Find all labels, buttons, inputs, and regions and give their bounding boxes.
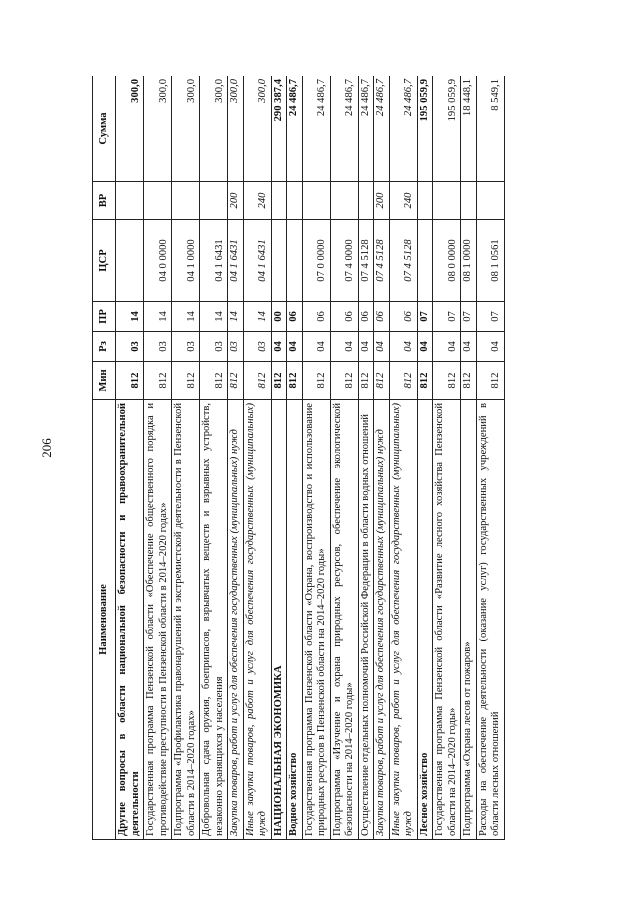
cell-min: 812: [144, 362, 172, 400]
cell-name: Расходы на обеспечение деятельности (оказание услуг) государственных учреждений в области лесных отношений: [476, 400, 504, 840]
cell-pr: 14: [144, 302, 172, 332]
table-row: [476, 76, 504, 840]
cell-vr: [144, 182, 172, 220]
cell-name: Водное хозяйство: [287, 400, 303, 840]
cell-vr: [200, 182, 228, 220]
cell-pr: 07: [461, 302, 477, 332]
cell-name: Добровольная сдача оружия, боеприпасов, взрывчатых веществ и взрывных устройств, незаконно хранящихся у населения: [200, 400, 228, 840]
table-row: [302, 76, 330, 840]
cell-min: 812: [228, 362, 244, 400]
cell-pr: 14: [200, 302, 228, 332]
cell-sum: 300,0: [200, 76, 228, 182]
table-row: [200, 76, 228, 840]
table-row: [461, 76, 477, 840]
cell-csr: [271, 220, 287, 302]
cell-min: 812: [287, 362, 303, 400]
cell-rz: 04: [287, 332, 303, 362]
cell-vr: [476, 182, 504, 220]
cell-csr: 07 0 0000: [302, 220, 330, 302]
cell-min: 812: [243, 362, 271, 400]
cell-sum: 195 059,9: [433, 76, 461, 182]
cell-csr: [417, 220, 433, 302]
cell-csr: 04 1 0000: [172, 220, 200, 302]
cell-rz: 04: [358, 332, 374, 362]
table-row: [287, 76, 303, 840]
cell-vr: 200: [228, 182, 244, 220]
cell-rz: 03: [144, 332, 172, 362]
cell-name: Государственная программа Пензенской области «Охрана, воспроизводство и использование природных ресурсов в Пензенской области на 2014–2020 годы»: [302, 400, 330, 840]
cell-rz: 04: [476, 332, 504, 362]
table-row: [228, 76, 244, 840]
cell-name: Закупка товаров, работ и услуг для обеспечения государственных (муниципальных) нужд: [374, 400, 390, 840]
cell-csr: 08 1 0561: [476, 220, 504, 302]
column-rz-header: Рз: [93, 332, 116, 362]
cell-sum: 300,0: [172, 76, 200, 182]
cell-pr: 06: [389, 302, 417, 332]
cell-min: 812: [389, 362, 417, 400]
cell-sum: 195 059,9: [417, 76, 433, 182]
cell-vr: [302, 182, 330, 220]
cell-vr: [271, 182, 287, 220]
cell-min: 812: [271, 362, 287, 400]
cell-min: 812: [330, 362, 358, 400]
cell-pr: 06: [287, 302, 303, 332]
cell-sum: 24 486,7: [302, 76, 330, 182]
cell-rz: 04: [417, 332, 433, 362]
cell-min: 812: [417, 362, 433, 400]
cell-pr: 14: [172, 302, 200, 332]
cell-pr: 14: [228, 302, 244, 332]
cell-name: Иные закупки товаров, работ и услуг для обеспечения государственных (муниципальных) нужд: [243, 400, 271, 840]
cell-sum: 8 549,1: [476, 76, 504, 182]
table-header-row: [93, 76, 116, 840]
cell-name: Другие вопросы в области национальной безопасности и правоохранительной деятельности: [116, 400, 144, 840]
cell-rz: 03: [243, 332, 271, 362]
cell-pr: 07: [476, 302, 504, 332]
cell-rz: 03: [200, 332, 228, 362]
cell-rz: 04: [389, 332, 417, 362]
cell-rz: 04: [374, 332, 390, 362]
column-name-header: Наименование: [93, 400, 116, 840]
cell-pr: 14: [116, 302, 144, 332]
cell-pr: 06: [374, 302, 390, 332]
cell-name: НАЦИОНАЛЬНАЯ ЭКОНОМИКА: [271, 400, 287, 840]
cell-csr: 04 1 6431: [243, 220, 271, 302]
cell-name: Подпрограмма «Изучение и охрана природных ресурсов, обеспечение экологической безопасности на 2014–2020 годы»: [330, 400, 358, 840]
cell-csr: 08 1 0000: [461, 220, 477, 302]
cell-min: 812: [358, 362, 374, 400]
cell-rz: 04: [433, 332, 461, 362]
page-number: 206: [39, 438, 54, 458]
cell-sum: 24 486,7: [330, 76, 358, 182]
table-row: [330, 76, 358, 840]
cell-pr: 00: [271, 302, 287, 332]
cell-sum: 24 486,7: [374, 76, 390, 182]
cell-min: 812: [476, 362, 504, 400]
cell-sum: 18 448,1: [461, 76, 477, 182]
cell-csr: 08 0 0000: [433, 220, 461, 302]
cell-pr: 06: [330, 302, 358, 332]
cell-sum: 300,0: [228, 76, 244, 182]
table-row: [243, 76, 271, 840]
cell-pr: 07: [433, 302, 461, 332]
cell-pr: 06: [302, 302, 330, 332]
table-row: [417, 76, 433, 840]
cell-vr: [358, 182, 374, 220]
budget-table: [92, 76, 505, 840]
cell-name: Осуществление отдельных полномочий Российской Федерации в области водных отношений: [358, 400, 374, 840]
cell-sum: 24 486,7: [358, 76, 374, 182]
table-row: [172, 76, 200, 840]
table-frame: [92, 76, 590, 840]
cell-vr: 200: [374, 182, 390, 220]
cell-rz: 03: [172, 332, 200, 362]
cell-min: 812: [302, 362, 330, 400]
cell-name: Государственная программа Пензенской области «Обеспечение общественного порядка и противодействие преступности в Пензенской области в 2014–2020 годах»: [144, 400, 172, 840]
cell-csr: [287, 220, 303, 302]
cell-rz: 03: [116, 332, 144, 362]
cell-name: Иные закупки товаров, работ и услуг для обеспечения государственных (муниципальных) нужд: [389, 400, 417, 840]
cell-vr: [287, 182, 303, 220]
cell-sum: 24 486,7: [389, 76, 417, 182]
cell-min: 812: [374, 362, 390, 400]
cell-csr: 07 4 0000: [330, 220, 358, 302]
cell-min: 812: [200, 362, 228, 400]
table-row: [433, 76, 461, 840]
cell-vr: [116, 182, 144, 220]
cell-sum: 290 387,4: [271, 76, 287, 182]
table-row: [271, 76, 287, 840]
table-row: [389, 76, 417, 840]
cell-min: 812: [461, 362, 477, 400]
table-row: [358, 76, 374, 840]
cell-rz: 04: [330, 332, 358, 362]
cell-vr: [461, 182, 477, 220]
cell-sum: 300,0: [116, 76, 144, 182]
column-min-header: Мин: [93, 362, 116, 400]
cell-vr: [172, 182, 200, 220]
cell-vr: 240: [389, 182, 417, 220]
cell-vr: [417, 182, 433, 220]
cell-name: Лесное хозяйство: [417, 400, 433, 840]
cell-rz: 04: [461, 332, 477, 362]
cell-min: 812: [172, 362, 200, 400]
cell-pr: 06: [358, 302, 374, 332]
column-vr-header: ВР: [93, 182, 116, 220]
cell-csr: 07 4 5128: [389, 220, 417, 302]
table-row: [374, 76, 390, 840]
cell-sum: 300,0: [144, 76, 172, 182]
cell-csr: 04 1 6431: [200, 220, 228, 302]
table-row: [144, 76, 172, 840]
column-pr-header: ПР: [93, 302, 116, 332]
cell-pr: 14: [243, 302, 271, 332]
cell-csr: 04 0 0000: [144, 220, 172, 302]
cell-name: Подпрограмма «Охрана лесов от пожаров»: [461, 400, 477, 840]
cell-sum: 300,0: [243, 76, 271, 182]
cell-csr: 07 4 5128: [358, 220, 374, 302]
cell-csr: [116, 220, 144, 302]
cell-min: 812: [116, 362, 144, 400]
table-row: [116, 76, 144, 840]
cell-sum: 24 486,7: [287, 76, 303, 182]
cell-vr: [433, 182, 461, 220]
table-body: [116, 76, 505, 840]
cell-name: Закупка товаров, работ и услуг для обеспечения государственных (муниципальных) нужд: [228, 400, 244, 840]
cell-name: Государственная программа Пензенской области «Развитие лесного хозяйства Пензенской области на 2014–2020 годы»: [433, 400, 461, 840]
cell-min: 812: [433, 362, 461, 400]
cell-vr: 240: [243, 182, 271, 220]
cell-vr: [330, 182, 358, 220]
column-sum-header: Сумма: [93, 76, 116, 182]
cell-rz: 04: [302, 332, 330, 362]
cell-csr: 04 1 6431: [228, 220, 244, 302]
rotated-table-container: [92, 76, 590, 840]
cell-name: Подпрограмма «Профилактика правонарушений и экстремистской деятельности в Пензенской области в 2014–2020 годах»: [172, 400, 200, 840]
cell-rz: 04: [271, 332, 287, 362]
column-csr-header: ЦСР: [93, 220, 116, 302]
cell-pr: 07: [417, 302, 433, 332]
cell-rz: 03: [228, 332, 244, 362]
cell-csr: 07 4 5128: [374, 220, 390, 302]
